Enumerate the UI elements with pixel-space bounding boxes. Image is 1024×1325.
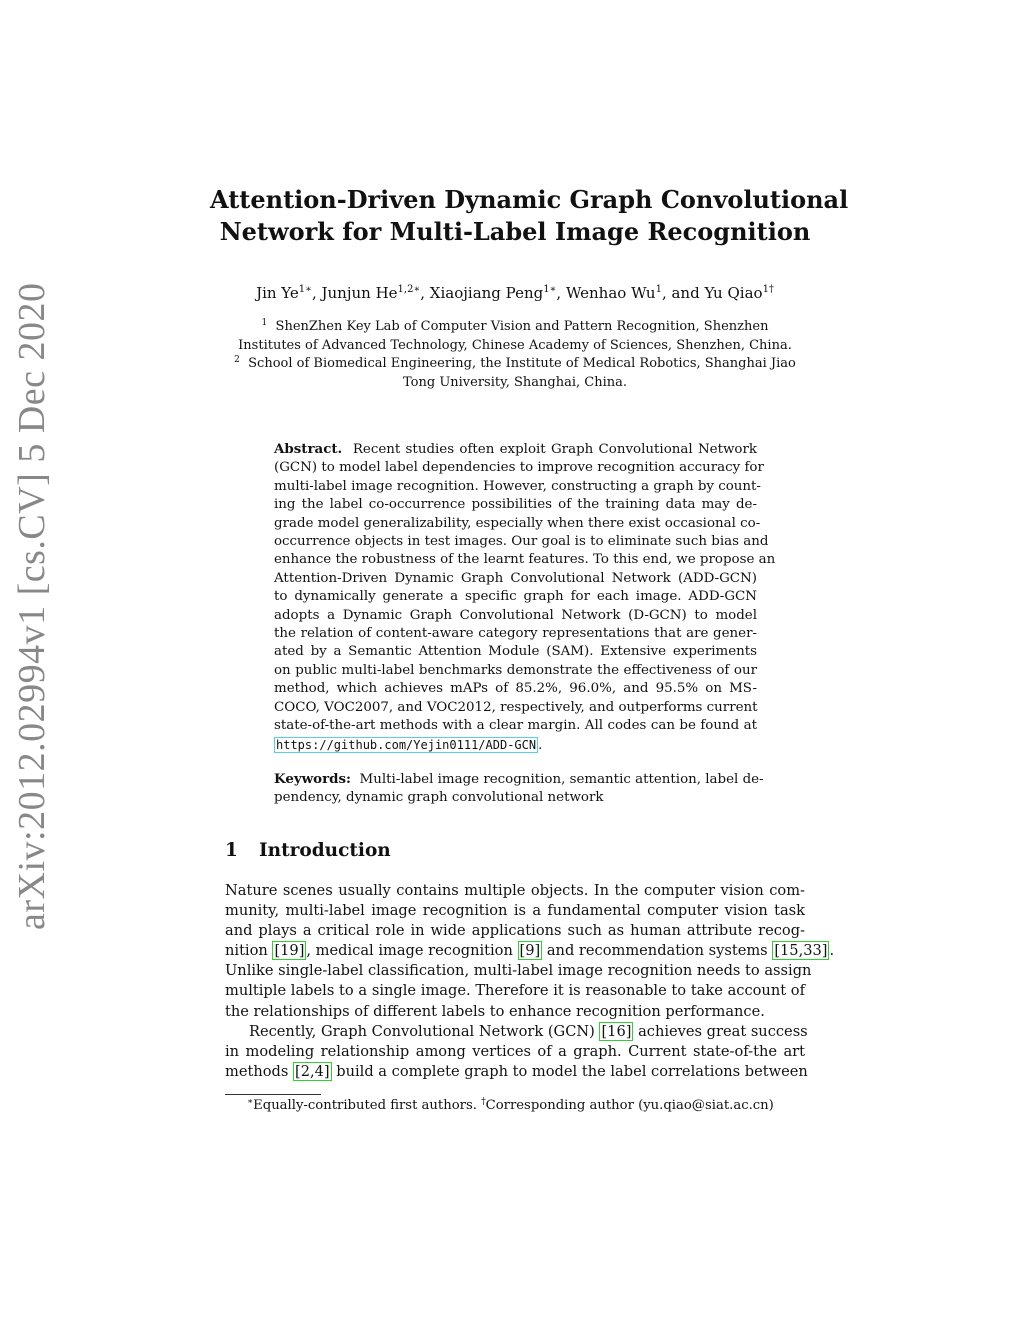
introduction-text	[225, 881, 835, 1082]
affiliation-2-line-2: Tong University, Shanghai, China.	[403, 374, 627, 390]
footnote: ∗Equally-contributed first authors. †Corresponding author (yu.qiao@siat.ac.cn)	[247, 1097, 774, 1113]
section-number: 1	[225, 840, 238, 861]
citation-link[interactable]: [9]	[519, 942, 541, 960]
intro-line: in modeling relationship among vertices of a graph. Current state-of-the art	[225, 1042, 805, 1060]
abstract-line: multi-label image recognition. However, constructing a graph by count-	[274, 478, 761, 494]
affiliation-2-line-1: $^2$ School of Biomedical Engineering, the Institute of Medical Robotics, Shanghai Jiao	[234, 355, 796, 371]
title-line-2: Network for Multi-Label Image Recognition	[219, 217, 811, 246]
author-name: Jin Ye	[256, 284, 299, 302]
arxiv-identifier: arXiv:2012.02994v1 [cs.CV] 5 Dec 2020	[11, 282, 53, 930]
abstract-line: COCO, VOC2007, and VOC2012, respectively, and outperforms current	[274, 699, 758, 715]
abstract-line: (GCN) to model label dependencies to improve recognition accuracy for	[274, 460, 764, 476]
abstract-line: method, which achieves mAPs of 85.2%, 96.0%, and 95.5% on MS-	[274, 681, 757, 697]
keywords-label: Keywords:	[274, 771, 352, 787]
author-name: Yu Qiao	[704, 284, 763, 302]
author-mark: 1	[655, 284, 662, 295]
author-mark: 1†	[762, 284, 774, 295]
intro-line: Recently, Graph Convolutional Network (GCN) [16] achieves great success	[249, 1022, 808, 1040]
footnote-mark: ∗	[247, 1097, 254, 1107]
keywords-line: pendency, dynamic graph convolutional network	[274, 790, 604, 806]
author-name: Xiaojiang Peng	[429, 284, 544, 302]
intro-line: and plays a critical role in wide applications such as human attribute recog-	[225, 922, 805, 940]
intro-line: methods [2,4] build a complete graph to model the label correlations between	[225, 1062, 808, 1080]
abstract-line: ing the label co-occurrence possibilities of the training data may de-	[274, 497, 757, 513]
intro-line: nition [19] , medical image recognition [9] and recommendation systems [15,33] .	[225, 942, 835, 960]
affiliation-1-line-2: Institutes of Advanced Technology, Chinese Academy of Sciences, Shenzhen, China.	[238, 337, 792, 353]
abstract-label: Abstract.	[274, 441, 343, 457]
author-separator: ,	[556, 284, 566, 302]
author-name: Junjun He	[321, 284, 398, 302]
abstract	[274, 440, 776, 755]
section-heading	[225, 840, 391, 861]
footnote-mark: †	[481, 1097, 486, 1107]
author-separator: , and	[661, 284, 705, 302]
abstract-line: on public multi-label benchmarks demonstrate the effectiveness of our	[274, 662, 757, 678]
intro-line: multiple labels to a single image. Therefore it is reasonable to take account of	[225, 982, 805, 1000]
intro-line: Unlike single-label classification, multi-label image recognition needs to assign	[225, 962, 812, 980]
title-line-1: Attention-Driven Dynamic Graph Convolutional	[210, 185, 849, 214]
abstract-line: occurrence objects in test images. Our goal is to eliminate such bias and	[274, 534, 769, 550]
abstract-line: Abstract. Recent studies often exploit Graph Convolutional Network	[274, 441, 758, 457]
keywords-line: Keywords: Multi-label image recognition, semantic attention, label de-	[274, 771, 764, 787]
author-separator: ,	[311, 284, 322, 302]
abstract-line: Attention-Driven Dynamic Graph Convolutional Network (ADD-GCN)	[274, 570, 757, 586]
intro-line: the relationships of different labels to enhance recognition performance.	[225, 1002, 765, 1020]
keywords	[274, 770, 764, 808]
footnote-rule	[225, 1094, 321, 1095]
abstract-line: ated by a Semantic Attention Module (SAM). Extensive experiments	[274, 644, 757, 660]
author-mark: 1∗	[543, 284, 557, 295]
citation-link[interactable]: [16]	[601, 1022, 632, 1040]
code-repo-link[interactable]: https://github.com/Yejin0111/ADD-GCN	[276, 737, 537, 752]
affiliations	[210, 318, 820, 392]
abstract-line: the relation of content-aware category representations that are gener-	[274, 626, 757, 642]
author-mark: 1,2∗	[397, 284, 421, 295]
abstract-line: state-of-the-art methods with a clear margin. All codes can be found at	[274, 718, 757, 734]
abstract-line: adopts a Dynamic Graph Convolutional Network (D-GCN) to model	[274, 607, 757, 623]
abstract-line: grade model generalizability, especially when there exist occasional co-	[274, 515, 761, 531]
intro-line: munity, multi-label image recognition is a fundamental computer vision task	[225, 902, 805, 920]
affiliation-mark: 2	[234, 355, 240, 365]
author-mark: 1∗	[298, 284, 312, 295]
section-title: Introduction	[259, 840, 391, 861]
author-list	[210, 283, 820, 303]
affiliation-1-line-1: $^1$ ShenZhen Key Lab of Computer Vision and Pattern Recognition, Shenzhen	[261, 318, 769, 334]
affiliation-mark: 1	[261, 318, 268, 328]
abstract-line: to dynamically generate a specific graph for each image. ADD-GCN	[274, 589, 757, 605]
abstract-line: enhance the robustness of the learnt features. To this end, we propose an	[274, 552, 776, 568]
intro-line: Nature scenes usually contains multiple objects. In the computer vision com-	[225, 882, 805, 899]
author-name: Wenhao Wu	[565, 284, 656, 302]
citation-link[interactable]: [2,4]	[295, 1062, 330, 1080]
abstract-line: https://github.com/Yejin0111/ADD-GCN .	[276, 737, 543, 753]
paper-title	[210, 184, 849, 248]
citation-link[interactable]: [19]	[274, 942, 305, 960]
author-separator: ,	[420, 284, 430, 302]
citation-link[interactable]: [15,33]	[774, 942, 828, 960]
